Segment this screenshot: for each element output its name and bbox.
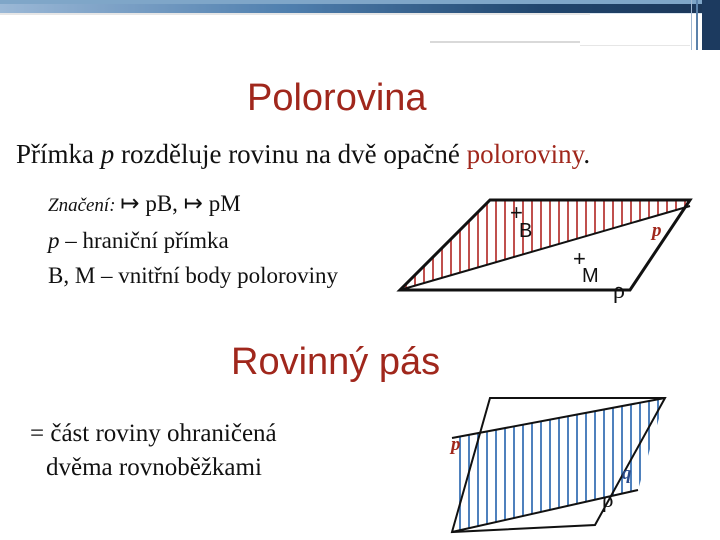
heading-strip: Rovinný pás	[231, 341, 441, 383]
notation-first: ↦ pB,	[120, 191, 184, 216]
notation-label: Značení:	[48, 195, 121, 216]
point-b-label: B	[519, 220, 533, 242]
point-m-label: M	[582, 265, 599, 287]
boundary-var: p	[48, 228, 60, 253]
definition-end: .	[583, 139, 591, 169]
strip-definition-line2: dvěma rovnoběžkami	[46, 454, 262, 481]
definition-term: poloroviny	[466, 139, 584, 169]
line-p-label: p	[652, 220, 662, 241]
strip-figure	[449, 398, 665, 532]
strip-p-label: p	[451, 434, 461, 455]
definition-prefix: Přímka	[16, 139, 101, 169]
strip-q-label: q	[622, 463, 632, 484]
definition-var: p	[100, 139, 115, 169]
point-m-plus: +	[573, 246, 586, 271]
strip-definition-line1: = část roviny ohraničená	[30, 420, 277, 447]
definition-middle: rozděluje rovinu na dvě opačné	[114, 139, 467, 169]
boundary-text: – hraniční přímka	[59, 228, 229, 253]
halfplane-figure	[400, 200, 690, 304]
point-b-plus: +	[510, 200, 523, 225]
interior-points-text: B, M – vnitřní body poloroviny	[48, 263, 339, 288]
strip-rho-label: ρ	[602, 487, 614, 512]
plane-rho-label: ρ	[613, 278, 625, 304]
heading-halfplane: Polorovina	[247, 77, 427, 119]
notation-second: ↦ pM	[183, 191, 241, 216]
